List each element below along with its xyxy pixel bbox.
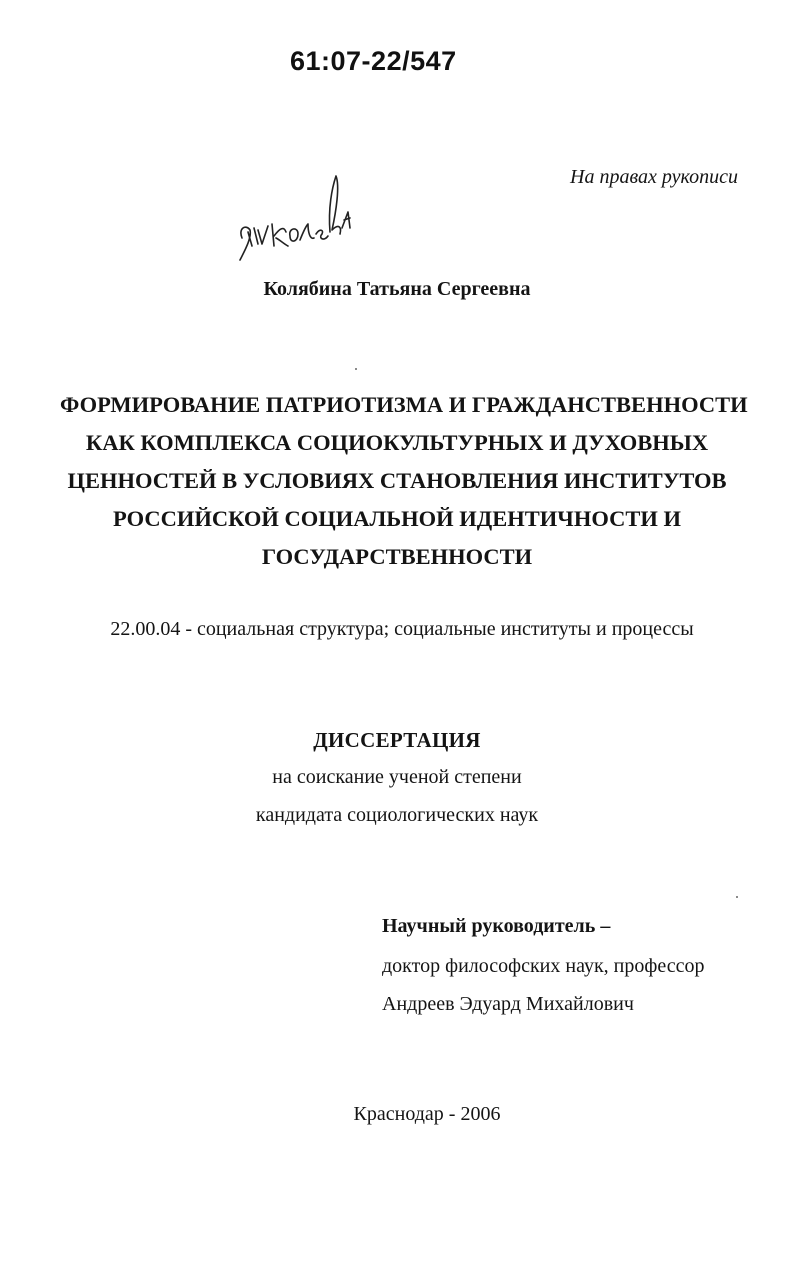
signature-stroke — [300, 224, 314, 240]
catalog-number: 61:07-22/547 — [290, 46, 457, 76]
handwritten-signature-icon — [228, 168, 368, 268]
advisor-title: доктор философских наук, профессор — [382, 955, 705, 977]
document-type: ДИССЕРТАЦИЯ — [313, 728, 481, 752]
advisor-name: Андреев Эдуард Михайлович — [382, 993, 634, 1015]
title-line: РОССИЙСКОЙ СОЦИАЛЬНОЙ ИДЕНТИЧНОСТИ И — [113, 506, 681, 531]
title-line: ФОРМИРОВАНИЕ ПАТРИОТИЗМА И ГРАЖДАНСТВЕННОСТИ — [60, 392, 748, 417]
signature-stroke — [272, 224, 288, 246]
degree-line-2: кандидата социологических наук — [255, 804, 539, 826]
signature-stroke — [248, 226, 268, 246]
signature-stroke — [290, 229, 298, 241]
signature-stroke — [316, 230, 328, 239]
signature-stroke — [342, 212, 350, 228]
scan-speck — [736, 896, 738, 898]
author-name: Колябина Татьяна Сергеевна — [263, 278, 531, 300]
dissertation-title — [60, 386, 748, 576]
signature-stroke — [329, 176, 340, 234]
advisor-heading: Научный руководитель – — [382, 915, 611, 937]
title-line: ЦЕННОСТЕЙ В УСЛОВИЯХ СТАНОВЛЕНИЯ ИНСТИТУТОВ — [67, 468, 727, 493]
title-line: КАК КОМПЛЕКСА СОЦИОКУЛЬТУРНЫХ И ДУХОВНЫХ — [85, 430, 709, 455]
specialty-code: 22.00.04 - социальная структура; социальные институты и процессы — [110, 618, 694, 640]
degree-line-1: на соискание ученой степени — [272, 766, 522, 788]
title-line: ГОСУДАРСТВЕННОСТИ — [261, 544, 533, 569]
city-year: Краснодар - 2006 — [353, 1103, 501, 1125]
manuscript-note: На правах рукописи — [570, 166, 738, 188]
scan-speck — [355, 368, 357, 370]
